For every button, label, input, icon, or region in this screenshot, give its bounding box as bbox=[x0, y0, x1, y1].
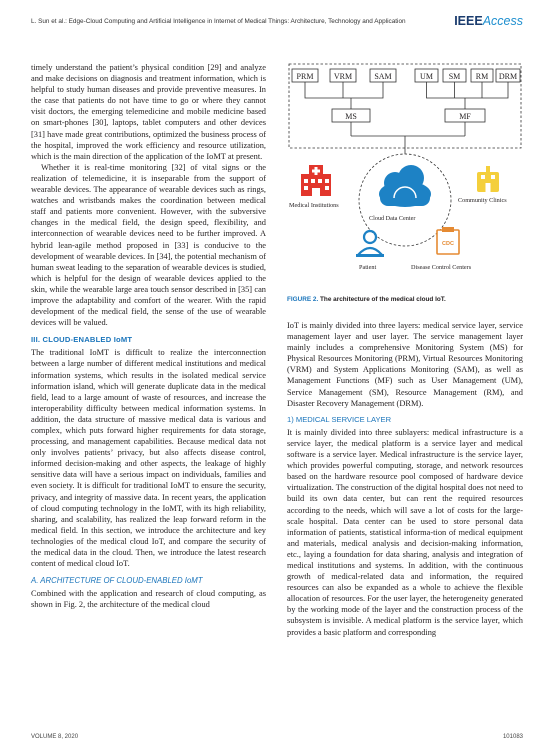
ieee-access-logo bbox=[454, 14, 523, 28]
cdc-text: CDC bbox=[442, 241, 454, 247]
box-rm-label: RM bbox=[475, 72, 489, 81]
page-header bbox=[31, 16, 523, 36]
subsubsection-heading: 1) MEDICAL SERVICE LAYER bbox=[287, 414, 392, 424]
box-um-label: UM bbox=[420, 72, 433, 81]
right-column bbox=[287, 320, 523, 638]
label-community-clinics: Community Clinics bbox=[458, 197, 507, 204]
paragraph: Combined with the application and research of cloud computing, as shown in Fig. 2, the architecture of the medical cloud bbox=[31, 589, 266, 610]
label-patient: Patient bbox=[359, 264, 377, 271]
box-ms-label: MS bbox=[345, 112, 357, 121]
box-drm-label: DRM bbox=[498, 72, 518, 81]
cloud-icon bbox=[379, 165, 431, 207]
subsection-heading: A. ARCHITECTURE OF CLOUD-ENABLED IoMT bbox=[31, 576, 203, 586]
left-column bbox=[31, 62, 266, 611]
figure-2 bbox=[287, 62, 523, 292]
box-vrm-label: VRM bbox=[333, 72, 353, 81]
box-sam-label: SAM bbox=[374, 72, 392, 81]
section-heading: III. CLOUD-ENABLED IoMT bbox=[31, 335, 133, 345]
figure-caption bbox=[287, 296, 446, 303]
paragraph: It is mainly divided into three sublayers: medical infrastructure is a service layer, the medical platform is a service layer and medical software is a service layer. Medical infrastructure is the service layer, which provides powerful computing, storage, and network resources based on the hardware resource pool composed of hardware device virtualization. The construction of the digital hospital does not need to build its own data center, but can rent the required resources according to the needs, which will save a lot of costs for the large-scale hospital. Data center can be used to store personal data information of patients, statistical informa-tion of medical equipment and materials, medical analysis and decision-making information, etc., laying a foundation for data sharing, analysis and integration of medical institutions and systems. In addition, with the continuous growth of medical-related data and information, the required resources can also be expanded as a whole to achieve the flexible allocation of resources. For the user layer, the heterogeneity generated by the working mode of the layer and the construction process of the subsystem is invisible. A medical platform is the service layer, which provides a basic platform and corresponding bbox=[287, 427, 523, 637]
running-title: L. Sun et al.: Edge-Cloud Computing and Artificial Intelligence in Internet of Medical Things: Architecture, Technology and Application bbox=[31, 18, 406, 25]
logo-ieee: IEEE bbox=[454, 14, 483, 28]
figure-caption-label: FIGURE 2. bbox=[287, 296, 319, 303]
box-mf-label: MF bbox=[459, 112, 471, 121]
box-prm-label: PRM bbox=[296, 72, 314, 81]
label-cloud-data-center: Cloud Data Center bbox=[369, 215, 416, 222]
label-disease-control-centers: Disease Control Centers bbox=[411, 264, 472, 271]
paragraph: IoT is mainly divided into three layers: medical service layer, service management layer and user layer. The service management layer mainly includes a comprehensive Monitoring System (MS) for Physical Resources Monitoring (PRM), Virtual Resources Monitoring (VRM) and System Applications Monitoring (SAM), as well as Management Functions (MF) such as User Management (UM), Service Management (SM), Resource Management (RM), and Disaster Recovery Management (DRM). bbox=[287, 321, 523, 408]
box-sm-label: SM bbox=[448, 72, 461, 81]
paragraph: Whether it is real-time monitoring [32] of vital signs or the realization of telemedicine, it is inseparable from the support of wearable devices. The appearance of wearable devices such as rings, watches and wristbands makes the coordination between medical staff and patients more convenient. However, with the subversive changes in the medical field, the design speed, flexibility, and interconnection of wearable devices need to be further improved. A hybrid lean-agile method proposed in [33] is conducive to the development of wearable devices. In [34], the potential mechanism of human sweat leading to the separation of wearable devices is studied, which is helpful for the design of wearable devices applied to the skin, while the wearable large area touch sensor described in [35] can improve the adaptability and comfort of the wearer. With the rapid development of the medical field, the sense of the use of wearable devices will be valued. bbox=[31, 162, 266, 328]
page-number: 101083 bbox=[502, 734, 523, 740]
paragraph: The traditional IoMT is difficult to realize the interconnection between a large number of different medical institutions and medical information systems, which results in the isolated medical service information island, which will generate duplicate data in the medical field, lead to a large amount of waste of resources, and increase the interoperability difficulty between medical information systems. In addition, the data structure of massive medical data is various and complex, which puts forward higher requirements for data storage, processing, and management capabilities. Because medical data not only involves patients’ privacy, but also affects disease control, informed decision-making and other aspects, the leakage of highly sensitive data will have a serious impact on individuals, families and even society. It is difficult for traditional IoMT to ensure the security, privacy, and integrity of massive data. In recent years, the application of cloud computing technology in the IoMT, with its high reliability, sharing, and scalability, has realized the leap forward reform in the medical field. In this section, we introduce the architecture and key technologies of the medical cloud IoT, and compare the security of the medical data in the cloud. Then, we introduce the latest research content of medical cloud IoT. bbox=[31, 348, 266, 569]
paragraph: timely understand the patient’s physical condition [29] and analyze and make decisions on diagnosis and treatment information, which is helpful to study human diseases and provide preventive measures. In the case that patients do not have time to go or where they cannot visit doctors, the emerging telemedicine and mobile medicine based on smart-phones [30], laptops, tablet computers and other devices [31] have made great contributions, optimized the business process of the hospital, improved the work efficiency and resource utilization, which is the main direction of the application of the IoMT at present. bbox=[31, 63, 266, 161]
disease-control-icon bbox=[437, 227, 459, 254]
logo-access: Access bbox=[482, 14, 523, 28]
volume-info: VOLUME 8, 2020 bbox=[31, 734, 79, 740]
figure-caption-text: The architecture of the medical cloud IoT. bbox=[320, 296, 446, 303]
label-medical-institutions: Medical Institutions bbox=[289, 202, 339, 209]
patient-icon bbox=[356, 231, 384, 257]
clinic-icon bbox=[477, 166, 499, 192]
architecture-diagram bbox=[287, 62, 523, 292]
hospital-icon bbox=[301, 165, 331, 196]
